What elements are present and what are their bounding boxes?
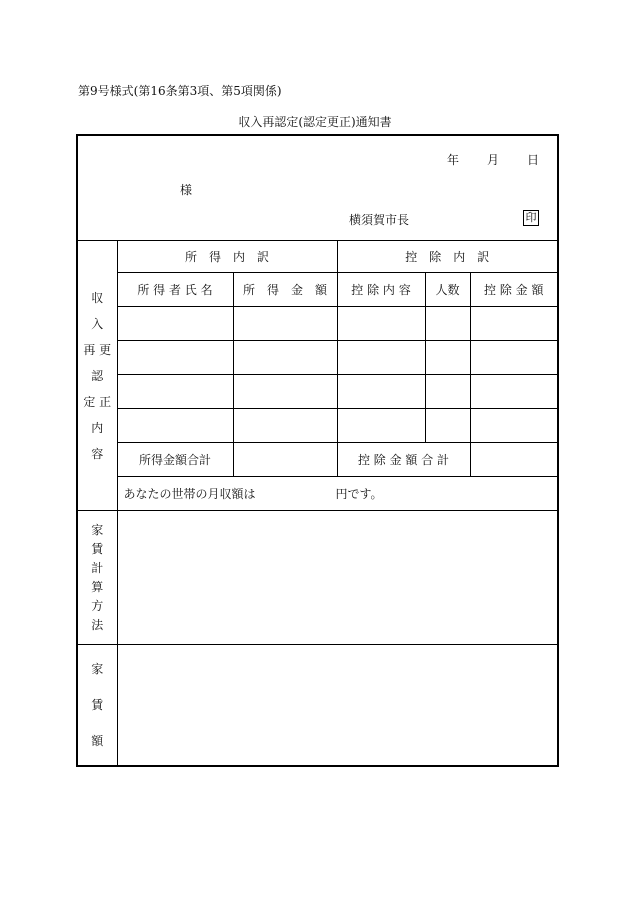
monthly-income-message: あなたの世帯の月収額は	[123, 487, 256, 501]
document-title: 収入再認定(認定更正)通知書	[238, 115, 392, 129]
income-amount-cell[interactable]	[233, 307, 337, 341]
side-label-line: 額	[91, 734, 104, 748]
side-label-line: 家	[91, 662, 104, 676]
side-label-line: 法	[91, 617, 104, 632]
deduction-total-cell[interactable]	[470, 443, 558, 477]
income-breakdown-header: 所 得 内 訳	[117, 241, 337, 273]
income-total-cell[interactable]	[233, 443, 337, 477]
deduction-amount-cell[interactable]	[470, 375, 558, 409]
deduction-total-label: 控 除 金 額 合 計	[337, 443, 470, 477]
side-label-line: 再 更	[83, 342, 112, 357]
year-label: 年	[446, 153, 459, 167]
earner-name-cell[interactable]	[117, 307, 233, 341]
monthly-income-row	[117, 477, 558, 511]
seal-mark: 印	[523, 210, 539, 226]
rent-amount-field[interactable]	[117, 645, 558, 767]
side-label-line: 容	[91, 446, 104, 461]
table-row	[77, 341, 558, 375]
person-count-cell[interactable]	[425, 409, 470, 443]
col-deduction-item: 控 除 内 容	[337, 273, 425, 307]
side-label-line: 入	[91, 316, 104, 331]
side-label-line: 内	[91, 420, 104, 435]
table-row	[77, 375, 558, 409]
col-income-amount: 所 得 金 額	[233, 273, 337, 307]
deduction-item-cell[interactable]	[337, 375, 425, 409]
date-line	[447, 151, 539, 168]
deduction-breakdown-header: 控 除 内 訳	[337, 241, 558, 273]
col-person-count: 人数	[425, 273, 470, 307]
earner-name-cell[interactable]	[117, 409, 233, 443]
side-label-line: 賃	[91, 541, 104, 556]
deduction-item-cell[interactable]	[337, 409, 425, 443]
side-label-line: 家	[91, 522, 104, 537]
deduction-item-cell[interactable]	[337, 307, 425, 341]
monthly-income-unit: 円です。	[335, 487, 383, 501]
person-count-cell[interactable]	[425, 341, 470, 375]
day-label: 日	[527, 153, 540, 167]
deduction-amount-cell[interactable]	[470, 307, 558, 341]
income-amount-cell[interactable]	[233, 341, 337, 375]
income-amount-cell[interactable]	[233, 409, 337, 443]
mayor-title: 横須賀市長	[349, 213, 410, 227]
deduction-amount-cell[interactable]	[470, 409, 558, 443]
form-label: 第9号様式(第16条第3項、第5項関係)	[78, 84, 282, 98]
side-label-line: 計	[91, 560, 104, 575]
side-label-line: 算	[91, 579, 104, 594]
side-label-line: 定 正	[83, 394, 112, 409]
addressee-sama: 様	[180, 183, 193, 197]
side-label-line: 方	[91, 598, 104, 613]
table-row	[77, 409, 558, 443]
income-amount-cell[interactable]	[233, 375, 337, 409]
table-row	[77, 307, 558, 341]
rent-amount-side-label	[77, 645, 117, 767]
deduction-item-cell[interactable]	[337, 341, 425, 375]
income-total-label: 所得金額合計	[117, 443, 233, 477]
deduction-amount-cell[interactable]	[470, 341, 558, 375]
earner-name-cell[interactable]	[117, 375, 233, 409]
rent-method-field[interactable]	[117, 511, 558, 645]
col-earner-name: 所 得 者 氏 名	[117, 273, 233, 307]
month-label: 月	[487, 153, 500, 167]
col-deduction-amount: 控 除 金 額	[470, 273, 558, 307]
income-side-label	[77, 241, 117, 511]
person-count-cell[interactable]	[425, 307, 470, 341]
side-label-line: 認	[91, 368, 104, 383]
side-label-line: 収	[91, 290, 104, 305]
notice-form	[76, 134, 559, 767]
rent-method-side-label	[77, 511, 117, 645]
header-section	[77, 135, 558, 241]
person-count-cell[interactable]	[425, 375, 470, 409]
side-label-line: 賃	[91, 698, 104, 712]
earner-name-cell[interactable]	[117, 341, 233, 375]
